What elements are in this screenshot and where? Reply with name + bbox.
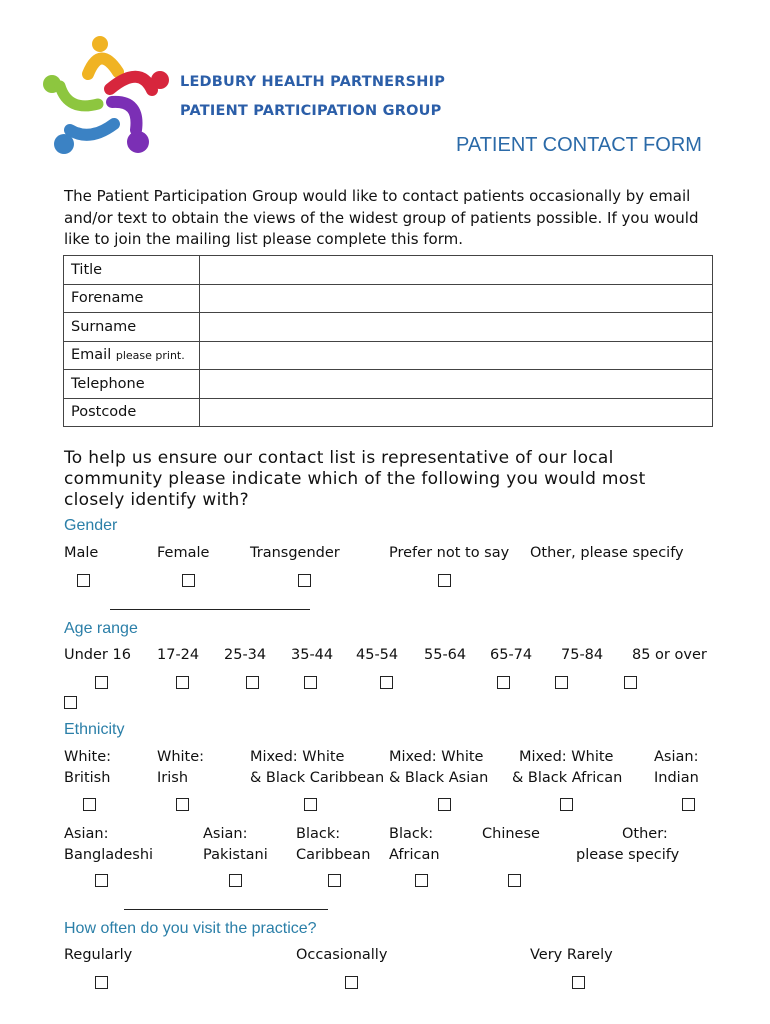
age-option: 55-64 — [424, 647, 467, 663]
option-line: & Black Caribbean — [250, 770, 385, 786]
ethnicity-black-caribbean-checkbox[interactable] — [328, 874, 341, 887]
age-option: 65-74 — [490, 647, 533, 663]
question-line: closely identify with? — [64, 490, 249, 510]
question-line: To help us ensure our contact list is representative of our local — [64, 448, 614, 468]
gender-heading: Gender — [64, 517, 118, 534]
ethnicity-other — [576, 824, 679, 866]
ethnicity-asian-pakistani — [203, 824, 268, 866]
ethnicity-mixed-asian-checkbox[interactable] — [438, 798, 451, 811]
option-line: Pakistani — [203, 847, 268, 863]
option-line: Indian — [654, 770, 699, 786]
table-row — [64, 398, 713, 427]
option-line: Mixed: White — [519, 749, 614, 765]
ethnicity-asian-indian-checkbox[interactable] — [682, 798, 695, 811]
table-row — [64, 370, 713, 399]
org-name: LEDBURY HEALTH PARTNERSHIP — [180, 74, 446, 90]
gender-option-other: Other, please specify — [530, 545, 684, 561]
age-under-16-checkbox[interactable] — [95, 676, 108, 689]
ethnicity-white-irish — [157, 747, 204, 789]
age-option: 25-34 — [224, 647, 267, 663]
visit-occasionally-checkbox[interactable] — [345, 976, 358, 989]
ethnicity-asian-indian — [654, 747, 699, 789]
ethnicity-mixed-white-black-asian — [389, 747, 488, 789]
age-option: 17-24 — [157, 647, 200, 663]
ethnicity-black-african-checkbox[interactable] — [415, 874, 428, 887]
forename-field[interactable] — [200, 284, 713, 313]
email-label-cell — [64, 341, 200, 370]
visit-option-occasionally: Occasionally — [296, 947, 388, 963]
gender-female-checkbox[interactable] — [182, 574, 195, 587]
gender-option-prefer-not: Prefer not to say — [389, 545, 510, 561]
age-55-64-checkbox[interactable] — [64, 696, 77, 709]
option-line: Irish — [157, 770, 189, 786]
ethnicity-bangladeshi-checkbox[interactable] — [95, 874, 108, 887]
option-line: Mixed: White — [250, 749, 345, 765]
age-range-heading: Age range — [64, 620, 138, 637]
ethnicity-mixed-african-checkbox[interactable] — [560, 798, 573, 811]
ethnicity-black-caribbean — [296, 824, 370, 866]
option-line: Bangladeshi — [64, 847, 154, 863]
visit-very-rarely-checkbox[interactable] — [572, 976, 585, 989]
telephone-field[interactable] — [200, 370, 713, 399]
form-title: PATIENT CONTACT FORM — [456, 134, 702, 156]
ethnicity-white-british — [64, 747, 111, 789]
ethnicity-chinese-checkbox[interactable] — [508, 874, 521, 887]
postcode-field[interactable] — [200, 398, 713, 427]
option-line: please specify — [576, 847, 680, 863]
option-line: Black: — [296, 826, 341, 842]
table-row — [64, 256, 713, 285]
option-line: Chinese — [482, 826, 540, 842]
age-option: 35-44 — [291, 647, 334, 663]
age-25-34-checkbox[interactable] — [246, 676, 259, 689]
visit-option-very-rarely: Very Rarely — [530, 947, 613, 963]
surname-field[interactable] — [200, 313, 713, 342]
intro-paragraph — [64, 186, 704, 251]
title-label: Title — [64, 256, 200, 285]
table-row — [64, 341, 713, 370]
option-line: Asian: — [64, 826, 109, 842]
gender-male-checkbox[interactable] — [77, 574, 90, 587]
age-option: 45-54 — [356, 647, 399, 663]
option-line: & Black African — [512, 770, 623, 786]
option-line: White: — [64, 749, 112, 765]
email-label: Email — [71, 347, 112, 364]
option-line: White: — [157, 749, 205, 765]
ethnicity-mixed-white-black-african — [512, 747, 622, 789]
gender-other-specify-line[interactable] — [110, 609, 310, 610]
age-17-24-checkbox[interactable] — [176, 676, 189, 689]
gender-option-male: Male — [64, 545, 99, 561]
ethnicity-heading: Ethnicity — [64, 721, 125, 738]
surname-label: Surname — [64, 313, 200, 342]
option-line: Black: — [389, 826, 434, 842]
age-option: 85 or over — [632, 647, 707, 663]
contact-details-table — [63, 255, 713, 427]
age-45-54-checkbox[interactable] — [380, 676, 393, 689]
option-line: Caribbean — [296, 847, 371, 863]
table-row — [64, 313, 713, 342]
visit-option-regularly: Regularly — [64, 947, 133, 963]
gender-transgender-checkbox[interactable] — [298, 574, 311, 587]
gender-option-transgender: Transgender — [250, 545, 340, 561]
option-line: & Black Asian — [389, 770, 489, 786]
option-line: Asian: — [203, 826, 248, 842]
ethnicity-mixed-caribbean-checkbox[interactable] — [304, 798, 317, 811]
question-line: community please indicate which of the following you would most — [64, 469, 646, 489]
age-option: Under 16 — [64, 647, 131, 663]
ethnicity-pakistani-checkbox[interactable] — [229, 874, 242, 887]
postcode-label: Postcode — [64, 398, 200, 427]
age-35-44-checkbox[interactable] — [304, 676, 317, 689]
age-option: 75-84 — [561, 647, 604, 663]
age-65-74-checkbox[interactable] — [497, 676, 510, 689]
email-note: please print. — [115, 349, 185, 363]
ethnicity-asian-bangladeshi — [64, 824, 153, 866]
title-field[interactable] — [200, 256, 713, 285]
option-line: Other: — [622, 826, 668, 842]
representation-question — [64, 448, 704, 511]
age-75-84-checkbox[interactable] — [555, 676, 568, 689]
email-field[interactable] — [200, 341, 713, 370]
option-line: Mixed: White — [389, 749, 484, 765]
ethnicity-black-african — [389, 824, 440, 866]
telephone-label: Telephone — [64, 370, 200, 399]
forename-label: Forename — [64, 284, 200, 313]
intro-line: like to join the mailing list please complete this form. — [64, 230, 464, 248]
org-group: PATIENT PARTICIPATION GROUP — [180, 103, 442, 119]
gender-option-female: Female — [157, 545, 210, 561]
age-85-over-checkbox[interactable] — [624, 676, 637, 689]
ethnicity-chinese — [482, 824, 540, 845]
ethnicity-white-irish-checkbox[interactable] — [176, 798, 189, 811]
ethnicity-mixed-white-black-caribbean — [250, 747, 384, 789]
gender-prefer-not-checkbox[interactable] — [438, 574, 451, 587]
option-line: Asian: — [654, 749, 699, 765]
intro-line: The Patient Participation Group would like to contact patients occasionally by email — [64, 187, 691, 205]
visit-frequency-heading: How often do you visit the practice? — [64, 920, 317, 937]
partnership-logo — [40, 34, 180, 156]
option-line: British — [64, 770, 111, 786]
intro-line: and/or text to obtain the views of the widest group of patients possible. If you would — [64, 208, 699, 227]
ethnicity-white-british-checkbox[interactable] — [83, 798, 96, 811]
option-line: African — [389, 847, 440, 863]
visit-regularly-checkbox[interactable] — [95, 976, 108, 989]
ethnicity-other-specify-line[interactable] — [124, 909, 328, 910]
table-row — [64, 284, 713, 313]
